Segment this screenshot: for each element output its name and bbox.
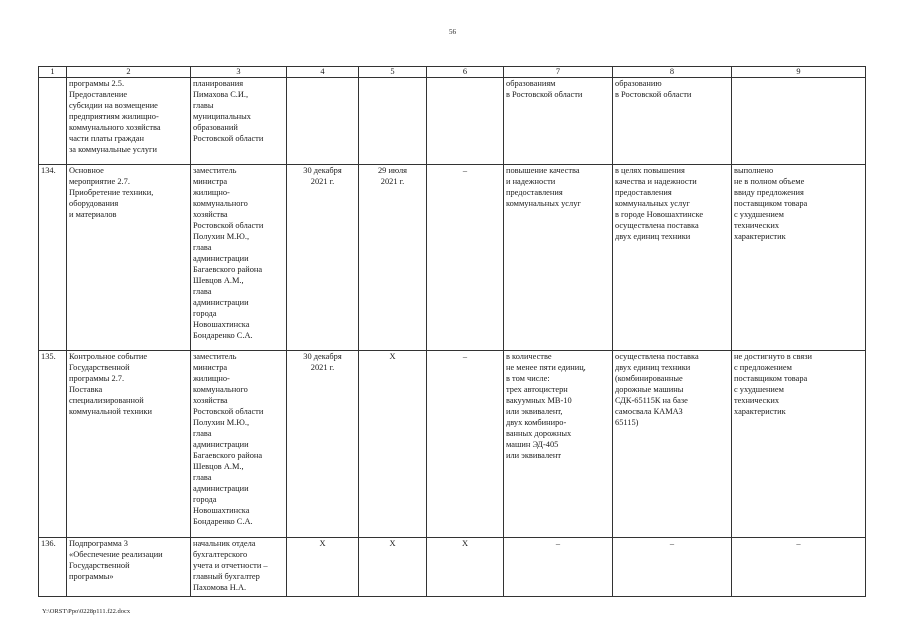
row-number: 134. xyxy=(39,165,67,351)
column-number: 8 xyxy=(613,67,732,78)
column-number: 9 xyxy=(732,67,866,78)
planned-date xyxy=(287,78,359,165)
actual-result: осуществлена поставка двух единиц техники (комбинированные дорожные машины СДК-65115К на базе самосвала КАМАЗ 65115) xyxy=(613,351,732,538)
column-number: 1 xyxy=(39,67,67,78)
planned-result: повышение качества и надежности предоставления коммунальных услуг xyxy=(504,165,613,351)
actual-date xyxy=(359,78,427,165)
column-6-value: – xyxy=(427,351,504,538)
planned-result: в количестве не менее пяти единиц, в том числе: трех автоцистерн вакуумных МВ-10 или эквивалент, двух комбиниро- ванных дорожных машин ЭД-405 или эквивалент xyxy=(504,351,613,538)
column-number: 2 xyxy=(67,67,191,78)
planned-date: Х xyxy=(287,538,359,597)
column-number: 3 xyxy=(191,67,287,78)
measure-name: Основное мероприятие 2.7. Приобретение техники, оборудования и материалов xyxy=(67,165,191,351)
report-table xyxy=(38,66,866,597)
planned-result: – xyxy=(504,538,613,597)
column-number: 7 xyxy=(504,67,613,78)
responsible-person: начальник отдела бухгалтерского учета и отчетности – главный бухгалтер Пахомова Н.А. xyxy=(191,538,287,597)
planned-date: 30 декабря 2021 г. xyxy=(287,351,359,538)
actual-result: – xyxy=(613,538,732,597)
responsible-person: заместитель министра жилищно- коммунального хозяйства Ростовской области Полухин М.Ю., глава администрации Багаевского района Шевцов А.М., глава администрации города Новошахтинска Бондаренко С.А. xyxy=(191,351,287,538)
column-6-value: Х xyxy=(427,538,504,597)
page-number: 56 xyxy=(449,28,456,36)
actual-result: образованию в Ростовской области xyxy=(613,78,732,165)
status-note: – xyxy=(732,538,866,597)
measure-name: программы 2.5. Предоставление субсидии на возмещение предприятиям жилищно- коммунального хозяйства части платы граждан за коммунальные услуги xyxy=(67,78,191,165)
actual-date: Х xyxy=(359,538,427,597)
column-number: 6 xyxy=(427,67,504,78)
status-note: не достигнуто в связи с предложением поставщиком товара с ухудшением технических характеристик xyxy=(732,351,866,538)
file-path-footer: Y:\ORST\Ppo\0228p111.f22.docx xyxy=(42,608,131,615)
column-number: 4 xyxy=(287,67,359,78)
column-number-row xyxy=(39,67,866,78)
measure-name: Подпрограмма 3 «Обеспечение реализации Государственной программы» xyxy=(67,538,191,597)
table-row xyxy=(39,351,866,538)
table-row xyxy=(39,538,866,597)
column-6-value: – xyxy=(427,165,504,351)
actual-date: Х xyxy=(359,351,427,538)
row-number: 136. xyxy=(39,538,67,597)
status-note xyxy=(732,78,866,165)
planned-result: образованиям в Ростовской области xyxy=(504,78,613,165)
status-note: выполнено не в полном объеме ввиду предложения поставщиком товара с ухудшением технических характеристик xyxy=(732,165,866,351)
actual-date: 29 июля 2021 г. xyxy=(359,165,427,351)
column-number: 5 xyxy=(359,67,427,78)
actual-result: в целях повышения качества и надежности предоставления коммунальных услуг в городе Новошахтинске осуществлена поставка двух единиц техники xyxy=(613,165,732,351)
row-number: 135. xyxy=(39,351,67,538)
table-row xyxy=(39,78,866,165)
measure-name: Контрольное событие Государственной программы 2.7. Поставка специализированной коммунальной техники xyxy=(67,351,191,538)
planned-date: 30 декабря 2021 г. xyxy=(287,165,359,351)
responsible-person: заместитель министра жилищно- коммунального хозяйства Ростовской области Полухин М.Ю., глава администрации Багаевского района Шевцов А.М., глава администрации города Новошахтинска Бондаренко С.А. xyxy=(191,165,287,351)
column-6-value xyxy=(427,78,504,165)
row-number xyxy=(39,78,67,165)
table-row xyxy=(39,165,866,351)
responsible-person: планирования Пимахова С.И., главы муниципальных образований Ростовской области xyxy=(191,78,287,165)
